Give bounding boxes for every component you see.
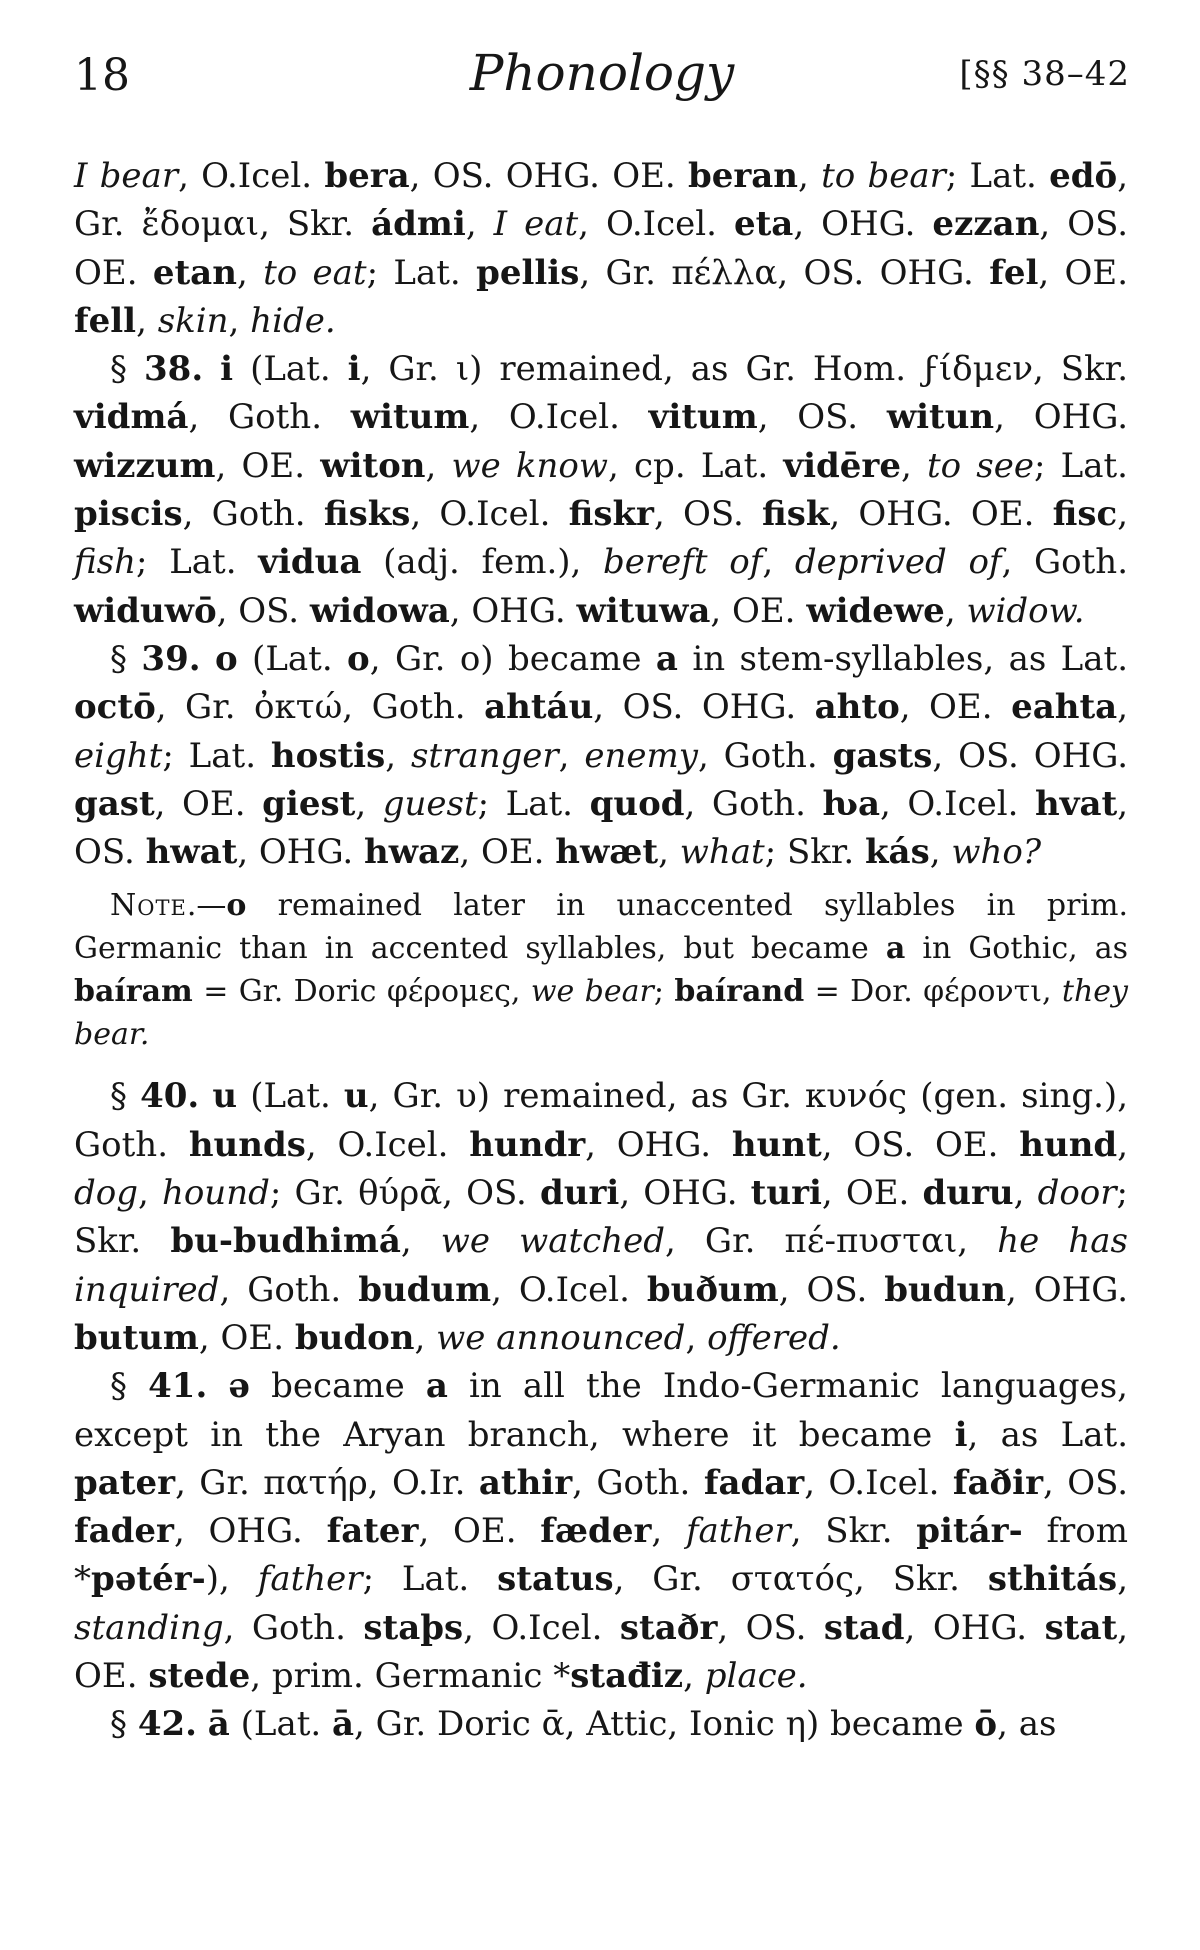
italic-gloss: place. xyxy=(704,1656,808,1697)
bold-word: giest xyxy=(262,783,356,824)
body-text xyxy=(74,152,1128,1749)
text-run: , Goth. xyxy=(219,1269,359,1310)
bold-word: fel xyxy=(989,252,1039,293)
bold-word: ahto xyxy=(814,687,900,728)
bold-word: hvat xyxy=(1034,783,1118,824)
bold-word: ezzan xyxy=(932,204,1040,245)
bold-word: eta xyxy=(733,204,794,245)
bold-word: widuwō xyxy=(74,590,217,631)
text-run: , xyxy=(1117,1124,1129,1165)
text-run xyxy=(201,639,215,679)
note-label: Note xyxy=(110,888,187,924)
text-run: , OHG. xyxy=(449,590,577,631)
text-run: , xyxy=(1013,1173,1038,1214)
bold-word: athir xyxy=(478,1462,573,1503)
bold-word: pater xyxy=(74,1462,176,1503)
text-run: , OHG. xyxy=(173,1511,327,1552)
bold-word: ā xyxy=(332,1704,355,1745)
text-run: , xyxy=(798,156,822,196)
text-run: , O.Icel. xyxy=(410,494,569,535)
bold-word: i xyxy=(347,349,361,390)
bold-word: ƕa xyxy=(822,783,881,824)
bold-word: o xyxy=(347,638,370,679)
text-run: , xyxy=(1117,494,1129,535)
text-run: , OHG. xyxy=(585,1124,732,1165)
text-run: ; Lat. xyxy=(362,1559,498,1600)
bold-word: status xyxy=(497,1559,614,1600)
bold-word: widowa xyxy=(309,590,450,631)
bold-word: pətér- xyxy=(91,1559,206,1600)
bold-word: kás xyxy=(865,832,930,873)
text-run: , Skr. xyxy=(790,1511,917,1552)
text-run: , O.Icel. xyxy=(178,156,325,196)
bold-word: fisk xyxy=(761,494,830,535)
bold-word: budum xyxy=(358,1269,492,1310)
text-run: , xyxy=(400,1221,441,1262)
text-run: = Dor. φέροντι, xyxy=(804,974,1062,1010)
text-run: , xyxy=(944,590,967,631)
italic-gloss: fish xyxy=(74,542,137,583)
text-run: , Gr. ι) remained, as Gr. Hom. ϝίδμεν, Skr. xyxy=(360,349,1129,390)
text-run: , xyxy=(685,1317,708,1358)
text-run: , xyxy=(236,252,264,293)
text-run: , xyxy=(658,832,680,873)
text-run: , Gr. Doric ᾱ, Attic, Ionic η) became xyxy=(354,1704,975,1745)
bold-word: stede xyxy=(148,1656,251,1697)
text-run: , Gr. ο) became xyxy=(369,638,656,679)
bold-word: duru xyxy=(922,1173,1014,1214)
text-run: , OE. xyxy=(459,832,556,873)
italic-gloss: to see xyxy=(926,445,1035,486)
text-run: ; Gr. θύρᾱ, OS. xyxy=(269,1173,540,1214)
text-run: , OS. xyxy=(74,783,1128,873)
text-run: , OS. xyxy=(216,590,310,631)
bold-word: piscis xyxy=(74,494,183,535)
section-42 xyxy=(74,1700,1128,1748)
text-run: became xyxy=(250,1366,426,1407)
italic-gloss: enemy xyxy=(584,735,698,776)
text-run: ; Lat. xyxy=(136,542,259,583)
italic-gloss: we know xyxy=(451,445,609,486)
bold-word: witum xyxy=(350,397,470,438)
text-run: in all the Indo-Germanic languages, except in the Aryan branch, where it became xyxy=(74,1366,1128,1455)
bold-word: hwaz xyxy=(364,832,460,873)
text-run: , xyxy=(651,1511,686,1552)
italic-gloss: bereft of xyxy=(603,542,763,583)
bold-word: hundr xyxy=(469,1124,586,1165)
italic-gloss: we watched xyxy=(440,1221,665,1262)
bold-word: fisc xyxy=(1052,494,1118,535)
italic-gloss: I bear xyxy=(74,156,179,196)
text-run: , xyxy=(228,300,251,341)
text-run: ; Lat. xyxy=(1034,445,1128,486)
bold-word: wizzum xyxy=(74,445,216,486)
text-run: § xyxy=(110,1704,138,1745)
text-run: , Goth. xyxy=(697,735,833,776)
bold-word: buðum xyxy=(646,1269,779,1310)
bold-word: bera xyxy=(324,156,410,196)
bold-word: staðr xyxy=(619,1607,718,1648)
bold-word: fæder xyxy=(540,1511,652,1552)
bold-word: o xyxy=(214,638,238,679)
bold-word: i xyxy=(954,1414,968,1455)
bold-word: etan xyxy=(152,252,237,293)
text-run: , OE. xyxy=(821,1173,923,1214)
text-run: , OS. xyxy=(717,1607,824,1648)
italic-gloss: door xyxy=(1037,1173,1117,1214)
text-run: (adj. fem.), xyxy=(361,542,604,583)
italic-gloss: we announced xyxy=(436,1317,686,1358)
bold-word: ádmi xyxy=(371,204,466,245)
bold-word: o xyxy=(226,888,247,924)
text-run: ; Skr. xyxy=(74,1173,1128,1262)
italic-gloss: standing xyxy=(74,1607,224,1648)
text-run: § xyxy=(110,1366,149,1407)
text-run: , xyxy=(929,832,952,873)
italic-gloss: hide. xyxy=(250,300,336,341)
bold-word: baíram xyxy=(74,974,193,1010)
bold-word: stat xyxy=(1044,1607,1118,1648)
bold-word: baírand xyxy=(674,974,805,1010)
running-title: Phonology xyxy=(469,44,735,102)
text-run: , xyxy=(558,735,585,776)
bold-word: stad xyxy=(823,1607,905,1648)
bold-word: widewe xyxy=(806,590,945,631)
bold-word: u xyxy=(212,1076,238,1117)
text-run: , O.Icel. xyxy=(880,783,1035,824)
text-run: , OE. xyxy=(198,1317,295,1358)
bold-word: beran xyxy=(687,156,799,196)
italic-gloss: deprived of xyxy=(794,542,1002,583)
italic-gloss: offered. xyxy=(707,1317,841,1358)
bold-word: u xyxy=(343,1076,369,1117)
bold-word: duri xyxy=(539,1173,620,1214)
text-run: , Goth. xyxy=(223,1607,364,1648)
text-run: , xyxy=(683,1656,705,1697)
text-run: , Gr. υ) remained, as Gr. κυνός (gen. sing.), Goth. xyxy=(74,1076,1129,1165)
text-run: , Gr. πέλλα, OS. OHG. xyxy=(579,252,990,293)
text-run: , OHG. xyxy=(237,832,365,873)
text-run: , Gr. πέ-πυσται, xyxy=(665,1221,998,1262)
text-run: , OE. xyxy=(215,445,321,486)
text-run: , xyxy=(136,300,158,341)
bold-word: pellis xyxy=(476,252,580,293)
bold-word: fader xyxy=(74,1511,174,1552)
text-run: ; Lat. xyxy=(162,735,271,776)
bold-word: gast xyxy=(74,783,155,824)
bold-word: 38. xyxy=(144,349,204,390)
text-run: = Gr. Doric φέρομες, xyxy=(192,974,531,1010)
text-run xyxy=(197,1704,208,1744)
bold-word: wituwa xyxy=(576,590,711,631)
text-run: , as Lat. xyxy=(967,1414,1128,1455)
italic-gloss: dog xyxy=(74,1173,138,1214)
text-run: , OE. xyxy=(899,687,1012,728)
text-run: , Goth. xyxy=(182,494,324,535)
text-run: , OS. xyxy=(778,1269,885,1310)
text-run: , OE. xyxy=(154,783,263,824)
text-run: § xyxy=(110,349,144,390)
text-run: , OHG. xyxy=(904,1607,1045,1648)
text-run: , Goth. xyxy=(1001,542,1129,583)
italic-gloss: we bear xyxy=(530,974,654,1010)
text-run: , OS. OE. xyxy=(821,1124,1020,1165)
text-run xyxy=(203,349,220,389)
text-run: § xyxy=(110,638,142,679)
text-run: , O.Icel. xyxy=(305,1124,470,1165)
text-run: , as xyxy=(997,1704,1057,1745)
bold-word: edō xyxy=(1049,156,1118,196)
bold-word: 39. xyxy=(141,638,201,679)
bold-word: hunt xyxy=(731,1124,822,1165)
text-run: ; Skr. xyxy=(764,832,865,873)
text-run: , OS. xyxy=(757,397,887,438)
text-run: , OE. xyxy=(1038,252,1129,293)
text-run: , Gr. ὀκτώ, Goth. xyxy=(155,687,485,728)
text-run: , Goth. xyxy=(572,1462,704,1503)
text-run: (Lat. xyxy=(233,349,348,390)
italic-gloss: stranger xyxy=(410,735,559,776)
text-run: , OHG. xyxy=(994,397,1128,438)
bold-word: quod xyxy=(589,783,685,824)
bold-word: vitum xyxy=(648,397,758,438)
italic-gloss: they bear. xyxy=(74,974,1128,1053)
text-run: , O.Icel. xyxy=(804,1462,953,1503)
bold-word: budon xyxy=(294,1317,415,1358)
text-run: , xyxy=(138,1173,162,1214)
text-run: , xyxy=(1117,1559,1128,1600)
bold-word: fater xyxy=(326,1511,419,1552)
text-run: .— xyxy=(186,888,227,924)
italic-gloss: I eat xyxy=(493,204,579,245)
text-run: (Lat. xyxy=(237,638,348,679)
text-run: , xyxy=(465,204,494,245)
italic-gloss: to bear xyxy=(821,156,946,196)
bold-word: hund xyxy=(1019,1124,1118,1165)
text-run: , OS. xyxy=(1043,1462,1129,1503)
text-run: , cp. Lat. xyxy=(608,445,784,486)
text-run: , OHG. xyxy=(793,204,933,245)
text-run: , xyxy=(414,1317,437,1358)
text-run: , OE. xyxy=(418,1511,541,1552)
text-run: , OS. OHG. OE. xyxy=(409,156,688,196)
text-run: , Goth. xyxy=(188,397,351,438)
bold-word: octō xyxy=(74,687,156,728)
italic-gloss: skin xyxy=(157,300,229,341)
text-run: , OHG. OE. xyxy=(829,494,1053,535)
text-run: , OS. OHG. xyxy=(593,687,815,728)
bold-word: bu-budhimá xyxy=(170,1221,401,1262)
bold-word: fiskr xyxy=(568,494,654,535)
italic-gloss: eight xyxy=(74,735,163,776)
bold-word: hwat xyxy=(145,832,238,873)
text-run: , xyxy=(425,445,452,486)
text-run: , xyxy=(762,542,795,583)
paragraph-continuation xyxy=(74,152,1128,345)
text-run: , OS. xyxy=(653,494,762,535)
text-run: from * xyxy=(74,1511,1128,1600)
bold-word: butum xyxy=(74,1317,199,1358)
text-run: , O.Icel. xyxy=(463,1607,620,1648)
bold-word: pitár- xyxy=(916,1511,1023,1552)
page-number: 18 xyxy=(74,50,130,101)
text-run: , Goth. xyxy=(684,783,823,824)
bold-word: vidua xyxy=(258,542,362,583)
section-40 xyxy=(74,1072,1128,1362)
bold-word: budun xyxy=(884,1269,1006,1310)
italic-gloss: father xyxy=(685,1511,791,1552)
bold-word: sthitás xyxy=(987,1559,1118,1600)
bold-word: fadar xyxy=(703,1462,805,1503)
text-run: § xyxy=(110,1076,141,1117)
text-run: , OE. xyxy=(710,590,807,631)
bold-word: a xyxy=(885,931,906,967)
text-run: , O.Icel. xyxy=(469,397,649,438)
section-39 xyxy=(74,635,1128,876)
italic-gloss: to eat xyxy=(263,252,367,293)
text-run: , OHG. xyxy=(1005,1269,1129,1310)
bold-word: i xyxy=(220,349,234,390)
bold-word: ā xyxy=(207,1704,230,1745)
text-run: (Lat. xyxy=(237,1076,344,1117)
text-run: ), xyxy=(205,1559,258,1600)
text-run: , O.Icel. xyxy=(491,1269,647,1310)
text-run xyxy=(199,1076,212,1116)
italic-gloss: what xyxy=(679,832,765,873)
section-41 xyxy=(74,1362,1128,1700)
text-run: ; Lat. xyxy=(945,156,1050,196)
text-run: , xyxy=(900,445,927,486)
text-run: ; Lat. xyxy=(477,783,590,824)
bold-word: a xyxy=(425,1366,448,1407)
bold-word: hostis xyxy=(270,735,386,776)
text-run xyxy=(207,1366,228,1406)
bold-word: fell xyxy=(74,300,137,341)
bold-word: 42. xyxy=(137,1704,197,1745)
text-run: , OS. OHG. xyxy=(932,735,1129,776)
italic-gloss: who? xyxy=(951,832,1042,873)
bold-word: vidmá xyxy=(74,397,189,438)
bold-word: witun xyxy=(886,397,995,438)
bold-word: ahtáu xyxy=(484,687,594,728)
bold-word: ə xyxy=(228,1366,251,1407)
bold-word: ō xyxy=(974,1704,998,1745)
bold-word: 41. xyxy=(148,1366,208,1407)
italic-gloss: father xyxy=(257,1559,363,1600)
text-run: in Gothic, as xyxy=(905,931,1128,967)
italic-gloss: widow. xyxy=(966,590,1085,631)
bold-word: gasts xyxy=(832,735,933,776)
bold-word: 40. xyxy=(140,1076,200,1117)
text-run: ; xyxy=(653,974,675,1010)
italic-gloss: hound xyxy=(161,1173,270,1214)
bold-word: turi xyxy=(750,1173,822,1214)
text-run: , Gr. ἔδομαι, Skr. xyxy=(74,156,1128,245)
bold-word: hunds xyxy=(188,1124,306,1165)
italic-gloss: guest xyxy=(382,783,478,824)
text-run: , prim. Germanic * xyxy=(250,1656,571,1697)
section-38 xyxy=(74,345,1128,635)
bold-word: eahta xyxy=(1011,687,1118,728)
bold-word: fisks xyxy=(323,494,411,535)
bold-word: faðir xyxy=(952,1462,1044,1503)
bold-word: vidēre xyxy=(783,445,901,486)
running-header xyxy=(74,44,1130,114)
bold-word: hwæt xyxy=(555,832,659,873)
text-run: , Gr. πατήρ, O.Ir. xyxy=(175,1462,479,1503)
section-range: [§§ 38–42 xyxy=(959,54,1130,94)
text-run: , xyxy=(355,783,383,824)
text-run: , OHG. xyxy=(619,1173,751,1214)
text-run: , Gr. στατός, Skr. xyxy=(613,1559,988,1600)
bold-word: a xyxy=(655,638,678,679)
text-run: in stem-syllables, as Lat. xyxy=(677,638,1129,679)
text-run: , O.Icel. xyxy=(578,204,734,245)
note-39 xyxy=(74,884,1128,1056)
text-run: , xyxy=(385,735,411,776)
text-run: , OS. OE. xyxy=(74,204,1128,293)
bold-word: staþs xyxy=(363,1607,464,1648)
text-run: , OE. xyxy=(74,1607,1128,1697)
text-run: remained later in unaccented syllables in prim. Germanic than in accented syllables, but became xyxy=(74,888,1128,967)
bold-word: witon xyxy=(320,445,426,486)
text-run: ; Lat. xyxy=(366,252,477,293)
bold-word: stađiz xyxy=(570,1656,684,1697)
text-run: (Lat. xyxy=(229,1704,333,1745)
italic-gloss: he has inquired xyxy=(74,1221,1128,1310)
text-run: , xyxy=(1117,687,1128,728)
